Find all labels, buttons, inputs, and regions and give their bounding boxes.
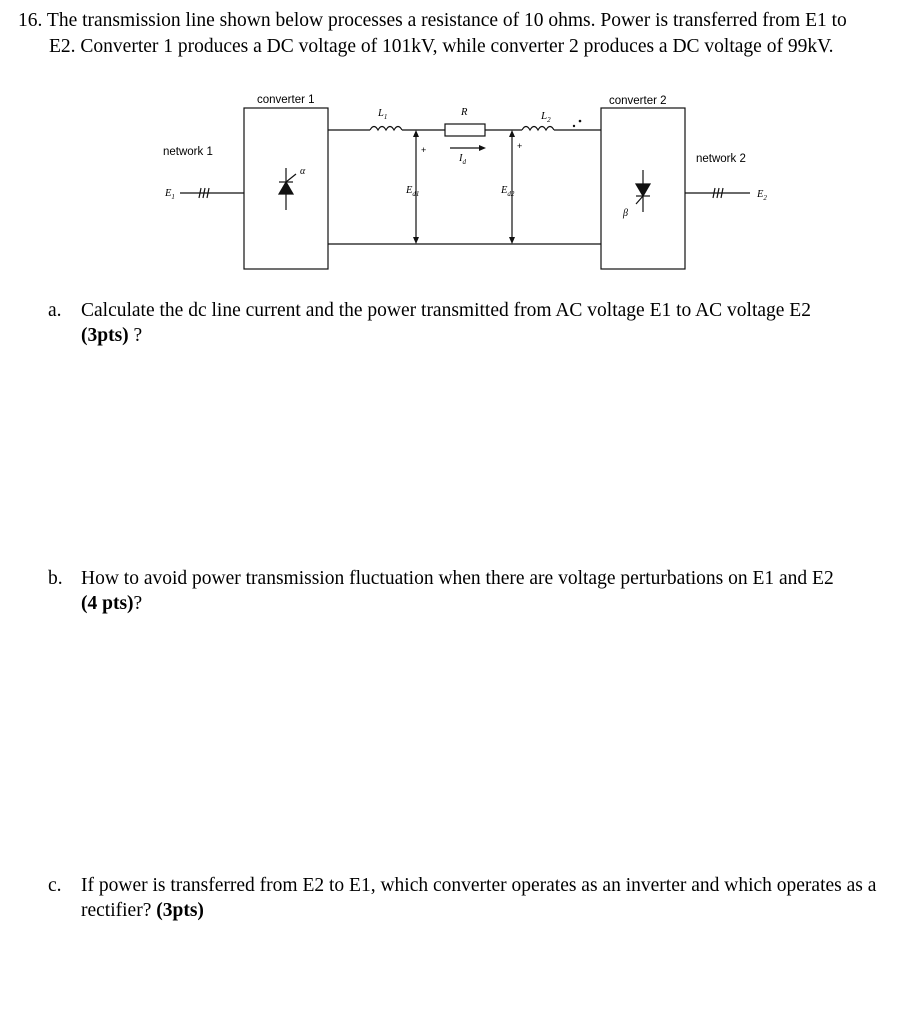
inductor-l1 (370, 127, 402, 131)
hvdc-circuit-diagram (0, 0, 919, 290)
thyristor-icon-converter-1 (279, 168, 296, 210)
network-2-label: network 2 (696, 153, 746, 165)
part-b-letter: b. (48, 568, 63, 589)
part-a-tail: ? (128, 325, 143, 346)
plus-sign-ed1: + (421, 145, 427, 155)
beta-label: β (623, 208, 628, 219)
id-label: $I_d$ (459, 153, 466, 166)
e1-label: $E_1$ (165, 188, 175, 201)
plus-sign-ed2: + (517, 141, 523, 151)
part-c-letter: c. (48, 875, 62, 896)
question-number: 16. (18, 10, 43, 31)
e2-label: $E_2$ (757, 189, 767, 202)
network-1-label: network 1 (163, 146, 213, 158)
r-label: R (461, 107, 468, 118)
part-c (48, 873, 898, 923)
part-a (48, 298, 898, 348)
question-stem-line-2: E2. Converter 1 produces a DC voltage of 101kV, while converter 2 produces a DC voltage of 99kV. (49, 36, 834, 57)
converter-1-label: converter 1 (257, 94, 315, 106)
part-b (48, 566, 898, 616)
part-c-text: If power is transferred from E2 to E1, which converter operates as an inverter and which operates as a rectifier? (81, 875, 877, 921)
ed1-label: $E_{d1}$ (406, 185, 420, 198)
part-a-letter: a. (48, 300, 62, 321)
part-a-points: (3pts) (81, 325, 129, 346)
alpha-label: α (300, 166, 306, 177)
part-b-tail: ? (133, 593, 143, 614)
l2-label: $L_2$ (541, 110, 551, 124)
resistor-r (445, 124, 485, 136)
part-b-points: (4 pts) (81, 593, 134, 614)
converter-2-label: converter 2 (609, 95, 667, 107)
question-stem-line-1: The transmission line shown below processes a resistance of 10 ohms. Power is transferred from E1 to (46, 10, 847, 31)
inductor-l2 (522, 127, 554, 131)
part-c-points: (3pts) (156, 900, 204, 921)
part-b-text: How to avoid power transmission fluctuation when there are voltage perturbations on E1 and E2 (81, 568, 834, 589)
ed2-label: $E_{d2}$ (501, 185, 515, 198)
thyristor-icon-converter-2 (636, 170, 650, 212)
l1-label: $L_1$ (378, 108, 388, 121)
part-a-text: Calculate the dc line current and the power transmitted from AC voltage E1 to AC voltage E2 (81, 300, 811, 321)
